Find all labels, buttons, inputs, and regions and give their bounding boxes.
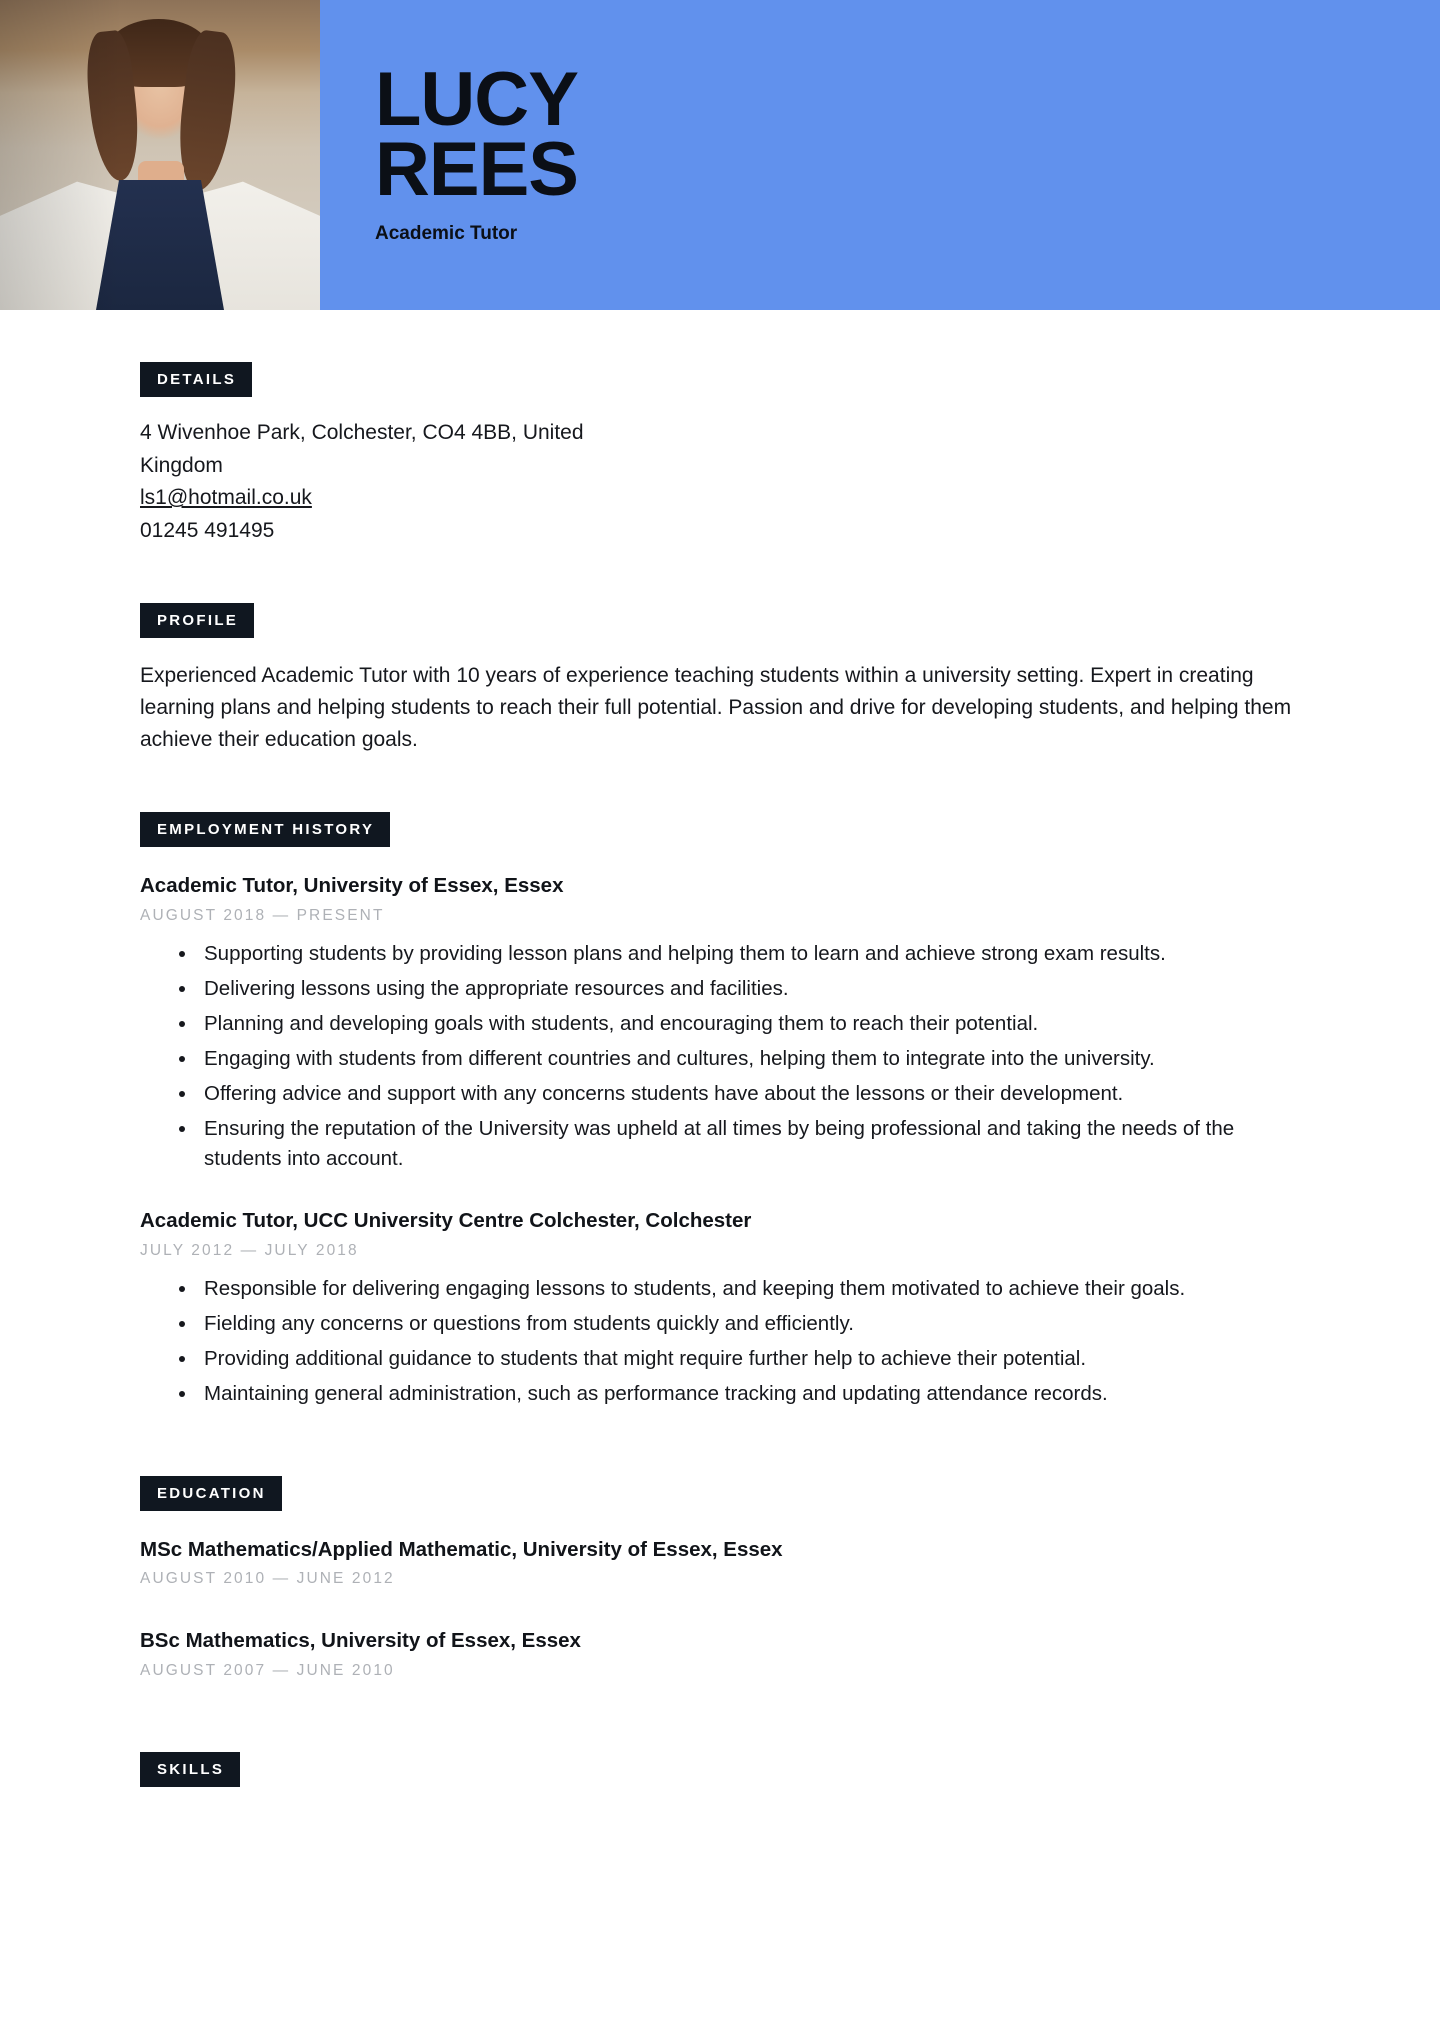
- portrait-photo-icon: [0, 0, 320, 310]
- section-skills: [140, 1752, 1300, 1787]
- list-item: • Offering advice and support with any concerns students have about the lessons or their development.: [198, 1079, 1300, 1109]
- section-profile: [140, 603, 1300, 756]
- list-item: • Planning and developing goals with students, and encouraging them to reach their potential.: [198, 1009, 1300, 1039]
- section-badge-skills: SKILLS: [140, 1752, 240, 1787]
- avatar: [0, 0, 320, 310]
- section-details: [140, 362, 1300, 547]
- profile-text: Experienced Academic Tutor with 10 years of experience teaching students within a university setting. Expert in creating learning plans and helping students to reach their full potential. Passion and drive for developing students, and helping them achieve their education goals.: [140, 664, 1292, 751]
- list-item: • Providing additional guidance to students that might require further help to achieve their potential.: [198, 1344, 1300, 1374]
- list-item: • Ensuring the reputation of the University was upheld at all times by being professional and taking the needs of the students into account.: [198, 1114, 1300, 1174]
- page-title: [375, 57, 1440, 212]
- employment-date: AUGUST 2018 — PRESENT: [140, 906, 385, 924]
- profile-block: [140, 660, 1300, 756]
- list-item: • Fielding any concerns or questions from students quickly and efficiently.: [198, 1309, 1300, 1339]
- education-date: AUGUST 2010 — JUNE 2012: [140, 1570, 395, 1588]
- education-date: AUGUST 2007 — JUNE 2010: [140, 1661, 395, 1679]
- education-entry: [140, 1537, 1300, 1589]
- phone-number: 01245 491495: [140, 518, 275, 542]
- job-title: Academic Tutor: [375, 222, 518, 244]
- list-item: • Maintaining general administration, such as performance tracking and updating attendance records.: [198, 1379, 1300, 1409]
- section-education: [140, 1476, 1300, 1680]
- section-badge-education: EDUCATION: [140, 1476, 282, 1511]
- employment-date: JULY 2012 — JULY 2018: [140, 1242, 359, 1260]
- address-line-2: Kingdom: [140, 453, 223, 477]
- details-block: [140, 417, 1300, 547]
- education-title: BSc Mathematics, University of Essex, Essex: [140, 1629, 581, 1653]
- list-item: • Delivering lessons using the appropriate resources and facilities.: [198, 974, 1300, 1004]
- employment-title: Academic Tutor, University of Essex, Essex: [140, 873, 564, 897]
- section-employment: [140, 812, 1300, 1410]
- last-name: REES: [375, 127, 578, 212]
- list-item: • Engaging with students from different countries and cultures, helping them to integrate into the university.: [198, 1044, 1300, 1074]
- section-badge-profile: PROFILE: [140, 603, 254, 638]
- section-badge-details: DETAILS: [140, 362, 252, 397]
- photo-shadow: [0, 0, 320, 310]
- list-item: • Supporting students by providing lesson plans and helping them to learn and achieve strong exam results.: [198, 939, 1300, 969]
- list-item: • Responsible for delivering engaging lessons to students, and keeping them motivated to achieve their goals.: [198, 1274, 1300, 1304]
- section-badge-employment: EMPLOYMENT HISTORY: [140, 812, 390, 847]
- email-link[interactable]: ls1@hotmail.co.uk: [140, 486, 312, 510]
- employment-title: Academic Tutor, UCC University Centre Colchester, Colchester: [140, 1209, 752, 1233]
- resume-header: [0, 0, 1440, 310]
- first-name: LUCY: [375, 57, 578, 143]
- employment-entry: [140, 873, 1300, 1175]
- employment-bullets: [198, 939, 1300, 1175]
- education-entry: [140, 1628, 1300, 1680]
- address-line-1: 4 Wivenhoe Park, Colchester, CO4 4BB, United: [140, 421, 584, 444]
- employment-entry: [140, 1208, 1300, 1409]
- resume-body: [0, 310, 1440, 1787]
- employment-bullets: [198, 1274, 1300, 1410]
- name-banner: [320, 0, 1440, 310]
- education-title: MSc Mathematics/Applied Mathematic, University of Essex, Essex: [140, 1537, 783, 1561]
